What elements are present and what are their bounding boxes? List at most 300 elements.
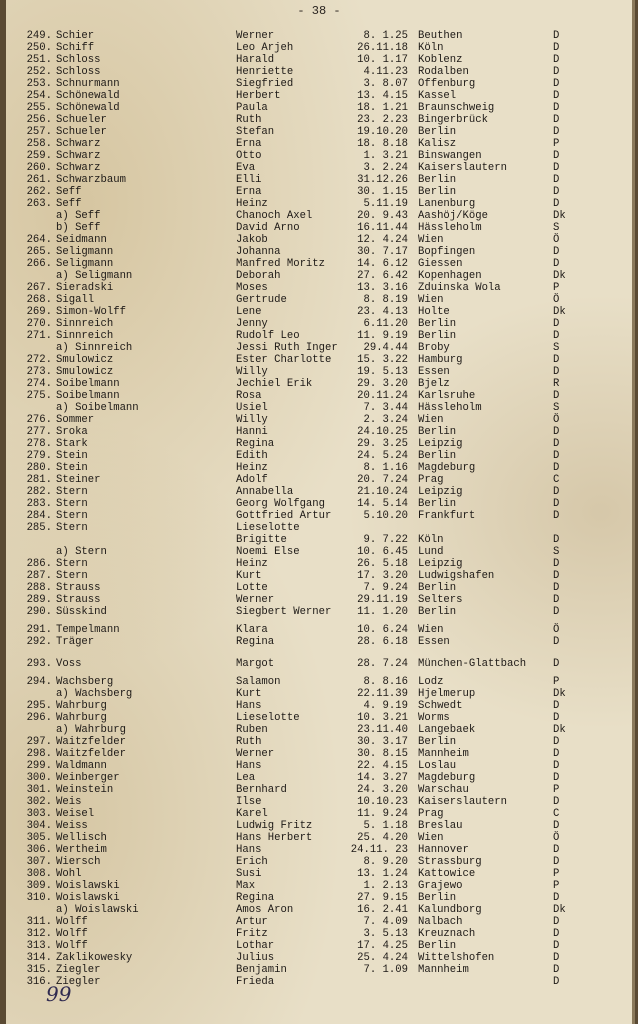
entry-surname: a) Sinnreich [56,342,133,354]
entry-birth-date: 10. 6.24 [357,624,408,636]
entry-birth-place: Lanenburg [418,198,476,210]
entry-given-name: Siegbert Werner [236,606,332,618]
register-row [6,712,632,724]
entry-given-name: Ester Charlotte [236,354,332,366]
entry-given-name: Henriette [236,66,294,78]
entry-surname: Strauss [56,582,101,594]
entry-number: 266. [26,258,52,270]
entry-birth-place: Berlin [418,736,457,748]
entry-given-name: Julius [236,952,275,964]
entry-country-code: D [553,772,560,784]
entry-birth-date: 29.4.44 [363,342,408,354]
entry-given-name: Deborah [236,270,281,282]
register-row [6,306,632,318]
entry-birth-place: Aashöj/Köge [418,210,488,222]
entry-given-name: Max [236,880,256,892]
entry-surname: Soibelmann [56,390,120,402]
entry-given-name: Regina [236,892,275,904]
register-row [6,688,632,700]
entry-birth-place: Kalisz [418,138,457,150]
entry-country-code: D [553,760,560,772]
entry-country-code: D [553,30,560,42]
entry-number: 272. [26,354,52,366]
entry-surname: Smulowicz [56,354,114,366]
entry-country-code: D [553,636,560,648]
entry-given-name: Manfred Moritz [236,258,326,270]
entry-birth-date: 7. 9.24 [363,582,408,594]
entry-surname: Schwarzbaum [56,174,126,186]
entry-country-code: D [553,498,560,510]
entry-birth-place: Berlin [418,318,457,330]
entry-birth-date: 15. 3.22 [357,354,408,366]
entry-country-code: D [553,928,560,940]
entry-country-code: D [553,892,560,904]
entry-number: 282. [26,486,52,498]
entry-surname: Weis [56,796,82,808]
entry-birth-place: Hannover [418,844,469,856]
entry-surname: a) Wahrburg [56,724,126,736]
entry-country-code: P [553,784,560,796]
register-row [6,222,632,234]
entry-birth-place: Berlin [418,174,457,186]
entry-given-name: Jechiel Erik [236,378,313,390]
entry-birth-date: 24.11. 23 [350,844,408,856]
entry-birth-date: 8. 8.16 [363,676,408,688]
entry-country-code: D [553,174,560,186]
register-row [6,114,632,126]
entry-birth-date: 5. 1.18 [363,820,408,832]
entry-number: 280. [26,462,52,474]
entry-surname: Wolff [56,916,88,928]
entry-country-code: D [553,510,560,522]
entry-birth-place: Lund [418,546,444,558]
entry-birth-date: 7. 4.09 [363,916,408,928]
entry-given-name: Heinz [236,198,268,210]
register-row [6,450,632,462]
register-row [6,390,632,402]
entry-given-name: Margot [236,658,275,670]
entry-birth-date: 19. 5.13 [357,366,408,378]
entry-birth-place: Mannheim [418,964,469,976]
entry-country-code: P [553,880,560,892]
register-row [6,760,632,772]
register-row [6,402,632,414]
entry-number: 302. [26,796,52,808]
entry-surname: a) Soibelmann [56,402,139,414]
entry-given-name: Ruben [236,724,268,736]
entry-given-name: Regina [236,438,275,450]
entry-number: 297. [26,736,52,748]
entry-given-name: Noemi Else [236,546,300,558]
entry-birth-date: 12. 4.24 [357,234,408,246]
entry-given-name: Chanoch Axel [236,210,313,222]
register-row [6,54,632,66]
register-row [6,748,632,760]
entry-given-name: Brigitte [236,534,287,546]
entry-birth-place: Offenburg [418,78,476,90]
entry-birth-place: Hjelmerup [418,688,476,700]
register-row [6,294,632,306]
entry-birth-place: Wittelshofen [418,952,495,964]
entry-birth-date: 2. 3.24 [363,414,408,426]
entry-birth-date: 13. 4.15 [357,90,408,102]
entry-given-name: Elli [236,174,262,186]
entry-number: 275. [26,390,52,402]
entry-birth-date: 14. 3.27 [357,772,408,784]
entry-country-code: D [553,748,560,760]
entry-country-code: D [553,658,560,670]
register-row [6,534,632,546]
entry-country-code: D [553,162,560,174]
entry-number: 281. [26,474,52,486]
entry-number: 253. [26,78,52,90]
register-row [6,198,632,210]
register-row [6,808,632,820]
entry-surname: Sinnreich [56,318,114,330]
entry-birth-place: Köln [418,534,444,546]
entry-country-code: D [553,438,560,450]
entry-number: 267. [26,282,52,294]
entry-country-code: D [553,54,560,66]
entry-surname: Weinberger [56,772,120,784]
entry-birth-place: Zduinska Wola [418,282,501,294]
entry-birth-date: 27. 9.15 [357,892,408,904]
entry-given-name: Georg Wolfgang [236,498,326,510]
register-row [6,736,632,748]
entry-birth-date: 7. 3.44 [363,402,408,414]
entry-surname: Stark [56,438,88,450]
entry-given-name: Rosa [236,390,262,402]
entry-birth-date: 7. 1.09 [363,964,408,976]
entry-surname: Schönewald [56,90,120,102]
entry-surname: Waldmann [56,760,107,772]
entry-birth-date: 28. 7.24 [357,658,408,670]
entry-country-code: P [553,676,560,688]
entry-birth-place: Prag [418,474,444,486]
entry-number: 274. [26,378,52,390]
entry-birth-date: 25. 4.20 [357,832,408,844]
entry-country-code: Dk [553,306,566,318]
entry-given-name: Kurt [236,570,262,582]
register-row [6,606,632,618]
entry-given-name: Hans [236,760,262,772]
entry-surname: Wachsberg [56,676,114,688]
entry-country-code: D [553,820,560,832]
entry-birth-place: Karlsruhe [418,390,476,402]
entry-given-name: Siegfried [236,78,294,90]
entry-surname: Ziegler [56,976,101,988]
entry-number: 268. [26,294,52,306]
entry-country-code: D [553,42,560,54]
entry-number: 293. [26,658,52,670]
entry-given-name: Erich [236,856,268,868]
entry-birth-date: 23.11.40 [357,724,408,736]
entry-birth-date: 18. 8.18 [357,138,408,150]
entry-number: 295. [26,700,52,712]
entry-birth-date: 29. 3.25 [357,438,408,450]
entry-given-name: Bernhard [236,784,287,796]
entry-number: 265. [26,246,52,258]
entry-birth-place: Essen [418,636,450,648]
entry-country-code: D [553,354,560,366]
entry-birth-place: Schwedt [418,700,463,712]
register-row [6,258,632,270]
entry-birth-place: Berlin [418,126,457,138]
entry-country-code: D [553,426,560,438]
entry-country-code: D [553,102,560,114]
entry-surname: Schwarz [56,162,101,174]
entry-given-name: Heinz [236,462,268,474]
entry-given-name: Hans Herbert [236,832,313,844]
register-row [6,426,632,438]
entry-country-code: D [553,594,560,606]
entry-birth-date: 10. 6.45 [357,546,408,558]
entry-number: 263. [26,198,52,210]
entry-birth-place: Bjelz [418,378,450,390]
register-row [6,78,632,90]
entry-country-code: C [553,474,560,486]
entry-country-code: Dk [553,210,566,222]
entry-birth-place: Hässleholm [418,222,482,234]
entry-number: 276. [26,414,52,426]
entry-country-code: P [553,138,560,150]
entry-country-code: D [553,390,560,402]
register-row [6,558,632,570]
entry-birth-date: 30. 3.17 [357,736,408,748]
entry-number: 249. [26,30,52,42]
entry-country-code: D [553,916,560,928]
entry-number: 250. [26,42,52,54]
entry-surname: Woislawski [56,880,120,892]
entry-birth-date: 11. 9.24 [357,808,408,820]
entry-birth-date: 14. 5.14 [357,498,408,510]
entry-number: 301. [26,784,52,796]
entry-given-name: Hans [236,700,262,712]
entry-given-name: Ludwig Fritz [236,820,313,832]
entry-country-code: Dk [553,724,566,736]
entry-given-name: Amos Aron [236,904,294,916]
entry-number: 315. [26,964,52,976]
entry-given-name: Willy [236,414,268,426]
entry-birth-place: Worms [418,712,450,724]
register-row [6,904,632,916]
entry-birth-place: München-Glattbach [418,658,527,670]
entry-given-name: Johanna [236,246,281,258]
entry-birth-place: Prag [418,808,444,820]
entry-surname: Wolff [56,928,88,940]
handwritten-page-note: 99 [46,982,72,1006]
entry-surname: Süsskind [56,606,107,618]
entry-number: 306. [26,844,52,856]
entry-birth-date: 4.11.23 [363,66,408,78]
entry-birth-place: Frankfurt [418,510,476,522]
entry-number: 308. [26,868,52,880]
register-row [6,594,632,606]
entry-country-code: D [553,700,560,712]
entry-given-name: Erna [236,186,262,198]
entry-number: 316. [26,976,52,988]
entry-number: 262. [26,186,52,198]
entry-country-code: D [553,606,560,618]
entry-number: 284. [26,510,52,522]
entry-birth-date: 25. 4.24 [357,952,408,964]
register-row [6,246,632,258]
entry-given-name: Lotte [236,582,268,594]
register-row [6,820,632,832]
entry-birth-place: Kattowice [418,868,476,880]
entry-country-code: D [553,90,560,102]
entry-number: 254. [26,90,52,102]
entry-surname: Stern [56,558,88,570]
entry-surname: Schloss [56,54,101,66]
entry-birth-place: Leipzig [418,486,463,498]
entry-number: 305. [26,832,52,844]
entry-country-code: D [553,952,560,964]
register-row [6,964,632,976]
entry-birth-place: Koblenz [418,54,463,66]
entry-given-name: Paula [236,102,268,114]
entry-given-name: Lea [236,772,256,784]
entry-birth-date: 26.11.18 [357,42,408,54]
entry-birth-date: 14. 6.12 [357,258,408,270]
entry-birth-place: Wien [418,414,444,426]
register-row [6,126,632,138]
entry-given-name: Ruth [236,114,262,126]
entry-birth-date: 24.10.25 [357,426,408,438]
entry-birth-place: Giessen [418,258,463,270]
register-row [6,474,632,486]
entry-birth-place: Nalbach [418,916,463,928]
entry-given-name: Willy [236,366,268,378]
entry-number: 292. [26,636,52,648]
entry-country-code: Ö [553,234,560,246]
entry-birth-date: 30. 8.15 [357,748,408,760]
entry-number: 273. [26,366,52,378]
register-row [6,90,632,102]
entry-birth-place: Berlin [418,330,457,342]
register-row [6,186,632,198]
entry-country-code: D [553,534,560,546]
register-row [6,318,632,330]
entry-birth-date: 28. 6.18 [357,636,408,648]
entry-given-name: Erna [236,138,262,150]
register-row [6,892,632,904]
entry-given-name: Werner [236,30,275,42]
entry-given-name: Salamon [236,676,281,688]
entry-surname: Stern [56,570,88,582]
entry-surname: Weiss [56,820,88,832]
entry-number: 279. [26,450,52,462]
entry-given-name: Kurt [236,688,262,700]
entry-surname: b) Seff [56,222,101,234]
entry-surname: Wohl [56,868,82,880]
entry-number: 251. [26,54,52,66]
entry-birth-place: Kalundborg [418,904,482,916]
entry-surname: a) Seff [56,210,101,222]
register-row [6,832,632,844]
entry-number: 256. [26,114,52,126]
entry-surname: Schwarz [56,150,101,162]
document-page [6,0,635,1024]
register-row [6,844,632,856]
register-row [6,210,632,222]
entry-birth-date: 10. 3.21 [357,712,408,724]
register-row [6,880,632,892]
entry-given-name: Adolf [236,474,268,486]
entry-surname: Schloss [56,66,101,78]
entry-number: 291. [26,624,52,636]
entry-number: 260. [26,162,52,174]
entry-birth-date: 5.11.19 [363,198,408,210]
entry-given-name: Jenny [236,318,268,330]
entry-birth-date: 4. 9.19 [363,700,408,712]
entry-country-code: D [553,186,560,198]
entry-country-code: Dk [553,688,566,700]
page-number: - 38 - [297,4,341,18]
entry-number: 288. [26,582,52,594]
entry-surname: Weinstein [56,784,114,796]
entry-country-code: D [553,66,560,78]
entry-given-name: Klara [236,624,268,636]
entry-surname: Schueler [56,114,107,126]
entry-surname: Schiff [56,42,95,54]
entry-surname: a) Woislawski [56,904,139,916]
register-row [6,42,632,54]
entry-country-code: D [553,318,560,330]
entry-given-name: Werner [236,594,275,606]
entry-birth-date: 31.12.26 [357,174,408,186]
register-row [6,498,632,510]
entry-surname: Waitzfelder [56,736,126,748]
entry-given-name: Gottfried Artur [236,510,332,522]
entry-number: 283. [26,498,52,510]
entry-birth-place: Wien [418,624,444,636]
entry-birth-place: Hässleholm [418,402,482,414]
entry-birth-place: Berlin [418,186,457,198]
entry-surname: Träger [56,636,95,648]
entry-surname: a) Wachsberg [56,688,133,700]
entry-birth-date: 22. 4.15 [357,760,408,772]
entry-country-code: R [553,378,560,390]
entry-birth-date: 23. 4.13 [357,306,408,318]
entry-birth-place: Binswangen [418,150,482,162]
register-row [6,582,632,594]
entry-given-name: Artur [236,916,268,928]
entry-birth-date: 9. 7.22 [363,534,408,546]
entry-given-name: Moses [236,282,268,294]
entry-number: 285. [26,522,52,534]
entry-surname: Wellisch [56,832,107,844]
entry-number: 277. [26,426,52,438]
register-row [6,546,632,558]
entry-birth-date: 16. 2.41 [357,904,408,916]
entry-given-name: Harald [236,54,275,66]
entry-country-code: D [553,450,560,462]
entry-given-name: Regina [236,636,275,648]
entry-country-code: D [553,198,560,210]
entry-birth-place: Broby [418,342,450,354]
entry-given-name: Gertrude [236,294,287,306]
entry-surname: Sroka [56,426,88,438]
entry-country-code: D [553,940,560,952]
entry-birth-place: Kreuznach [418,928,476,940]
entry-country-code: D [553,582,560,594]
register-row [6,486,632,498]
register-row [6,522,632,534]
entry-birth-date: 20. 7.24 [357,474,408,486]
entry-birth-place: Mannheim [418,748,469,760]
register-row [6,916,632,928]
